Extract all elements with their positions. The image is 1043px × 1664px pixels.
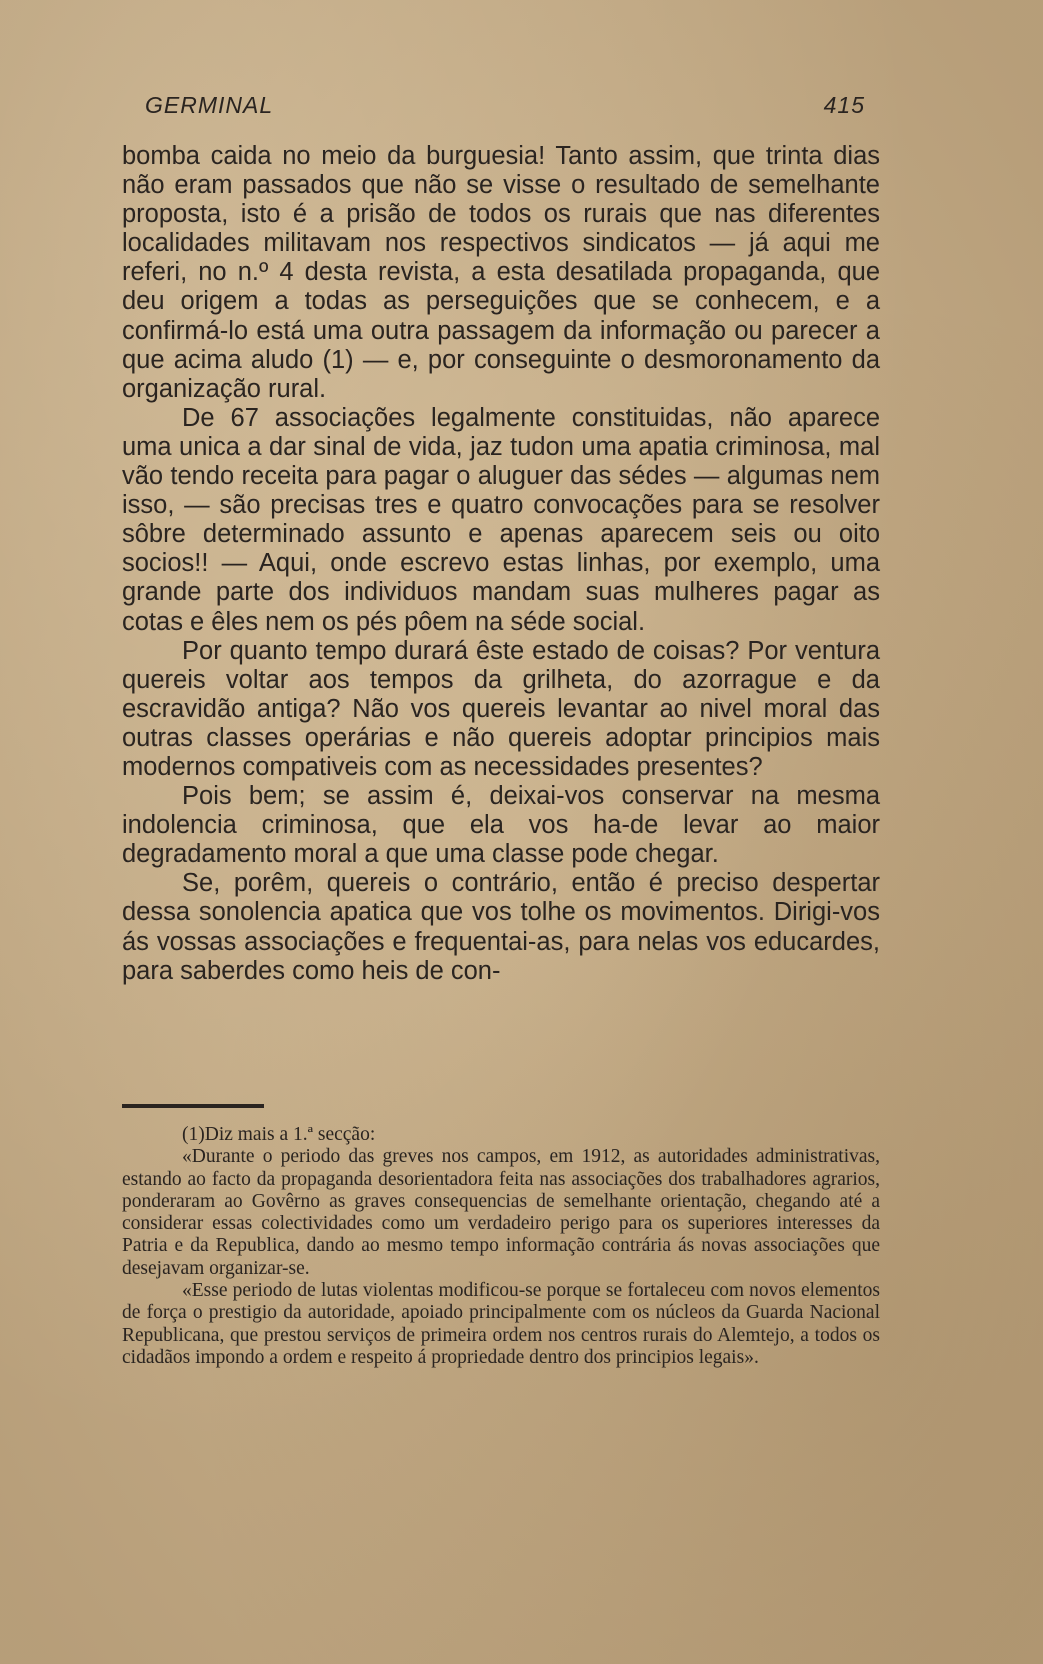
paragraph: Pois bem; se assim é, deixai-vos conservar na mesma indolencia criminosa, que ela vos ha-de levar ao maior degradamento moral a que uma classe pode chegar. [122,782,880,869]
paragraph: De 67 associações legalmente constituidas, não aparece uma unica a dar sinal de vida, jaz tudon uma apatia criminosa, mal vão tendo receita para pagar o aluguer das sédes — algumas nem isso, — são precisas tres e quatro convocações para se resolver sôbre determinado assunto e apenas aparecem seis ou oito socios!! — Aqui, onde escrevo estas linhas, por exemplo, uma grande parte dos individuos mandam suas mulheres pagar as cotas e êles nem os pés pôem na séde social. [122,403,880,636]
footnote [122,1124,880,1369]
body-text [122,142,880,986]
running-title: GERMINAL [145,92,274,118]
footnote-rule [122,1104,264,1108]
footnote-heading: (1)Diz mais a 1.ª secção: [182,1124,376,1145]
running-head [145,92,865,126]
paragraph: Por quanto tempo durará êste estado de coisas? Por ventura quereis voltar aos tempos da grilheta, do azorrague e da escravidão antiga? Não vos quereis levantar ao nivel moral das outras classes operárias e não quereis adoptar principios mais modernos compativeis com as necessidades presentes? [122,636,880,781]
paragraph: bomba caida no meio da burguesia! Tanto assim, que trinta dias não eram passados que não se visse o resultado de semelhante proposta, isto é a prisão de todos os rurais que nas diferentes localidades militavam nos respectivos sindicatos — já aqui me referi, no n.º 4 desta revista, a esta desatilada propaganda, que deu origem a todas as perseguições que se conhecem, e a confirmá-lo está uma outra passagem da informação ou parecer a que acima aludo (1) — e, por conseguinte o desmoronamento da organização rural. [122,142,880,403]
paragraph: Se, porêm, quereis o contrário, então é preciso despertar dessa sonolencia apatica que vos tolhe os movimentos. Dirigi-vos ás vossas associações e frequentai-as, para nelas vos educardes, para saberdes como heis de con- [122,869,880,985]
footnote-quote: «Durante o periodo das greves nos campos, em 1912, as autoridades administrativas, estando ao facto da propaganda desorientadora feita nas associações dos trabalhadores agrarios, ponderaram ao Govêrno as graves consequencias de semelhante orientação, chegando até a considerar essas colectividades como um verdadeiro perigo para os superiores interesses da Patria e da Republica, dando ao mesmo tempo informação contrária ás novas associações que desejavam organizar-se. [122,1146,880,1279]
page-number: 415 [823,92,865,118]
footnote-quote: «Esse periodo de lutas violentas modificou-se porque se fortaleceu com novos elementos de força o prestigio da autoridade, apoiado principalmente com os núcleos da Guarda Nacional Republicana, que prestou serviços de primeira ordem nos centros rurais do Alemtejo, a todos os cidadãos impondo a ordem e respeito á propriedade dentro dos principios legais». [122,1280,880,1368]
